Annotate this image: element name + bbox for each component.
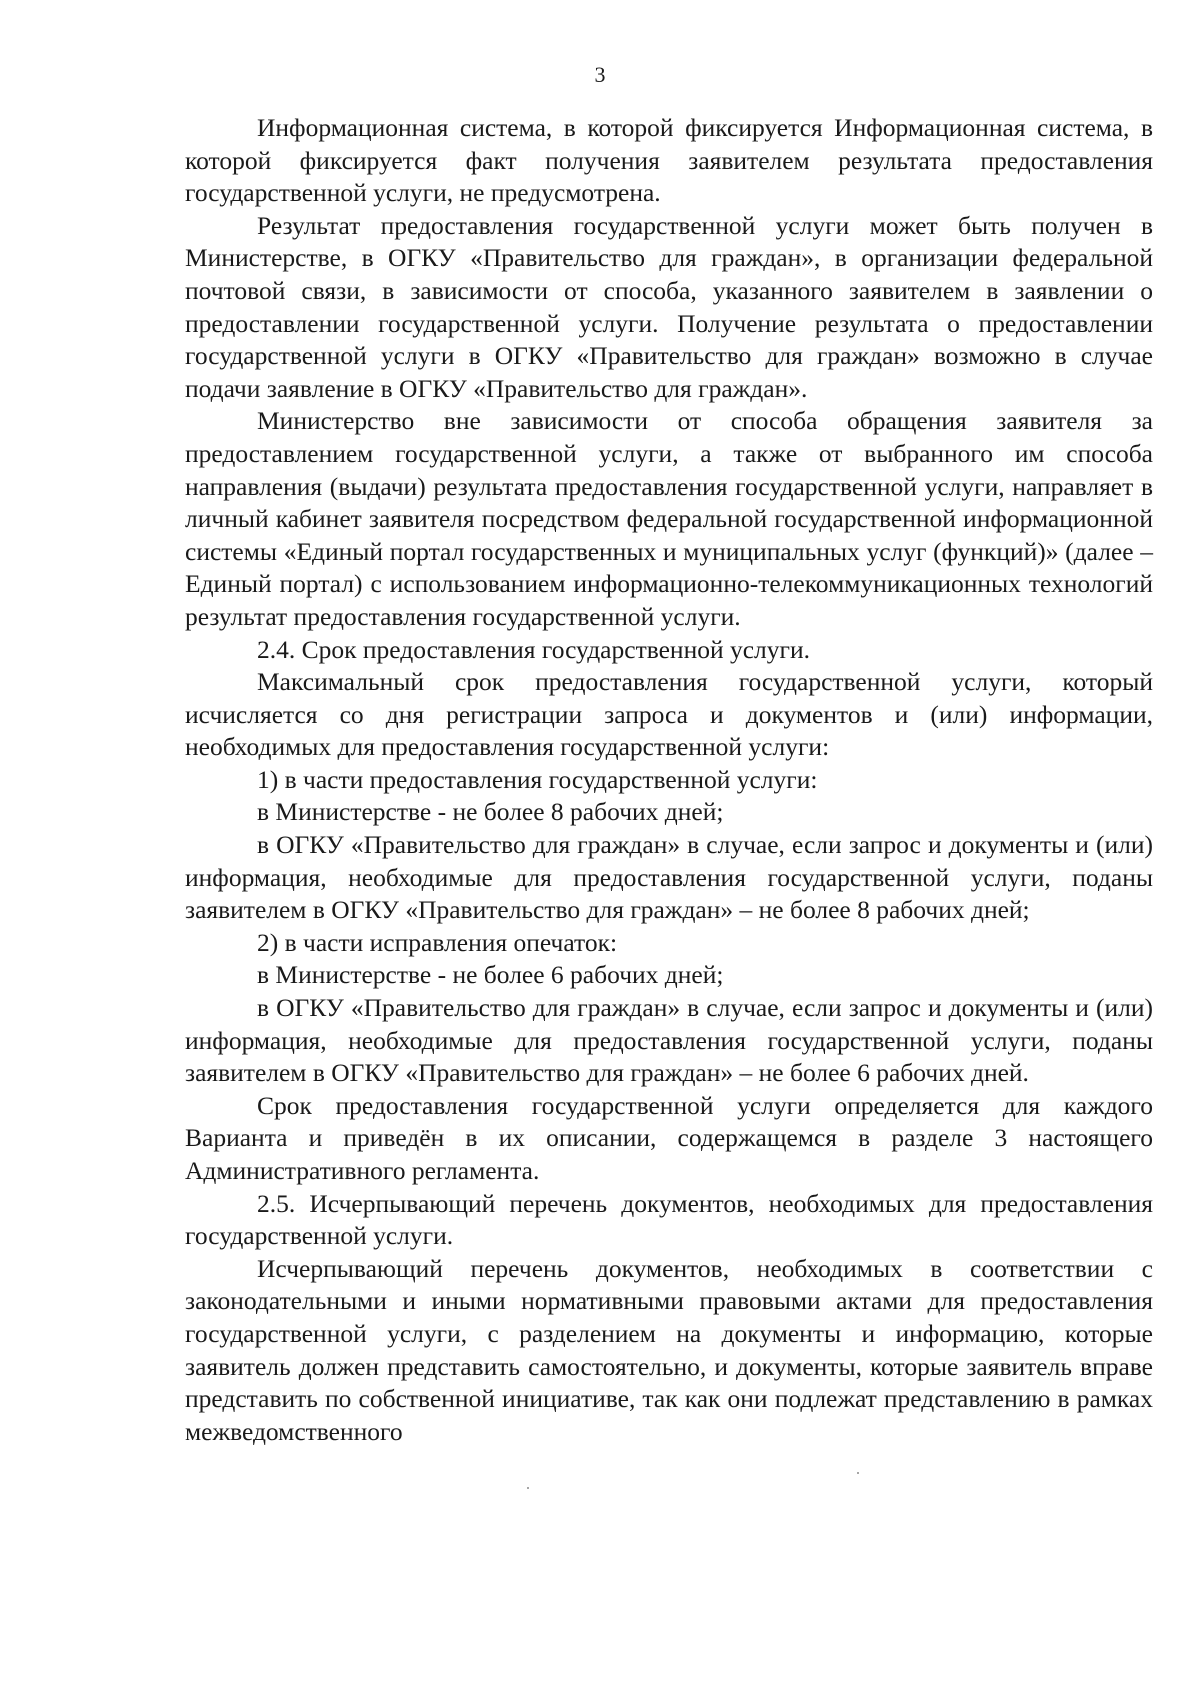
paragraph-max-term: Максимальный срок предоставления государственной услуги, который исчисляется со дня регистрации запроса и документов и (или) информации, необходимых для предоставления государственной услуги: bbox=[185, 667, 1153, 762]
list-item-2: 2) в части исправления опечаток: bbox=[257, 927, 618, 957]
scan-speck bbox=[857, 1472, 859, 1474]
paragraph-term-variant: Срок предоставления государственной услуги определяется для каждого Варианта и приведён в их описании, содержащемся в разделе 3 настоящего Административного регламента. bbox=[185, 1090, 1153, 1185]
document-body bbox=[185, 112, 1153, 1448]
list-item-ministry-8-days: в Министерстве - не более 8 рабочих дней; bbox=[257, 797, 724, 827]
paragraph-result-receipt: Результат предоставления государственной услуги может быть получен в Министерстве, в ОГКУ «Правительство для граждан», в организации федеральной почтовой связи, в зависимости от способа, указанного заявителем в заявлении о предоставлении государственной услуги. Получение результата о предоставлении государственной услуги в ОГКУ «Правительство для граждан» возможно в случае подачи заявление в ОГКУ «Правительство для граждан». bbox=[185, 210, 1153, 403]
list-item-ogku-6-days: в ОГКУ «Правительство для граждан» в случае, если запрос и документы и (или) информация, необходимые для предоставления государственной услуги, поданы заявителем в ОГКУ «Правительство для граждан» – не более 6 рабочих дней. bbox=[185, 993, 1153, 1088]
section-heading-2-5: 2.5. Исчерпывающий перечень документов, необходимых для предоставления государственной услуги. bbox=[185, 1188, 1153, 1251]
page-number: 3 bbox=[594, 62, 606, 87]
paragraph-info-system: Информационная система, в которой фиксируется Информационная система, в которой фиксируется факт получения заявителем результата предоставления государственной услуги, не предусмотрена. bbox=[185, 113, 1153, 208]
paragraph-ministry-sends: Министерство вне зависимости от способа обращения заявителя за предоставлением государственной услуги, а также от выбранного им способа направления (выдачи) результата предоставления государственной услуги, направляет в личный кабинет заявителя посредством федеральной государственной информационной системы «Единый портал государственных и муниципальных услуг (функций)» (далее – Единый портал) с использованием информационно-телекоммуникационных технологий результат предоставления государственной услуги. bbox=[185, 406, 1153, 631]
list-item-ministry-6-days: в Министерстве - не более 6 рабочих дней; bbox=[257, 960, 724, 990]
list-item-1: 1) в части предоставления государственной услуги: bbox=[257, 764, 818, 794]
scan-speck bbox=[527, 1487, 529, 1489]
section-heading-2-4: 2.4. Срок предоставления государственной услуги. bbox=[257, 634, 811, 664]
paragraph-documents-list: Исчерпывающий перечень документов, необходимых в соответствии с законодательными и иными нормативными правовыми актами для предоставления государственной услуги, с разделением на документы и информацию, которые заявитель должен представить самостоятельно, и документы, которые заявитель вправе представить по собственной инициативе, так как они подлежат представлению в рамках межведомственного bbox=[185, 1253, 1153, 1446]
list-item-ogku-8-days: в ОГКУ «Правительство для граждан» в случае, если запрос и документы и (или) информация, необходимые для предоставления государственной услуги, поданы заявителем в ОГКУ «Правительство для граждан» – не более 8 рабочих дней; bbox=[185, 830, 1153, 925]
